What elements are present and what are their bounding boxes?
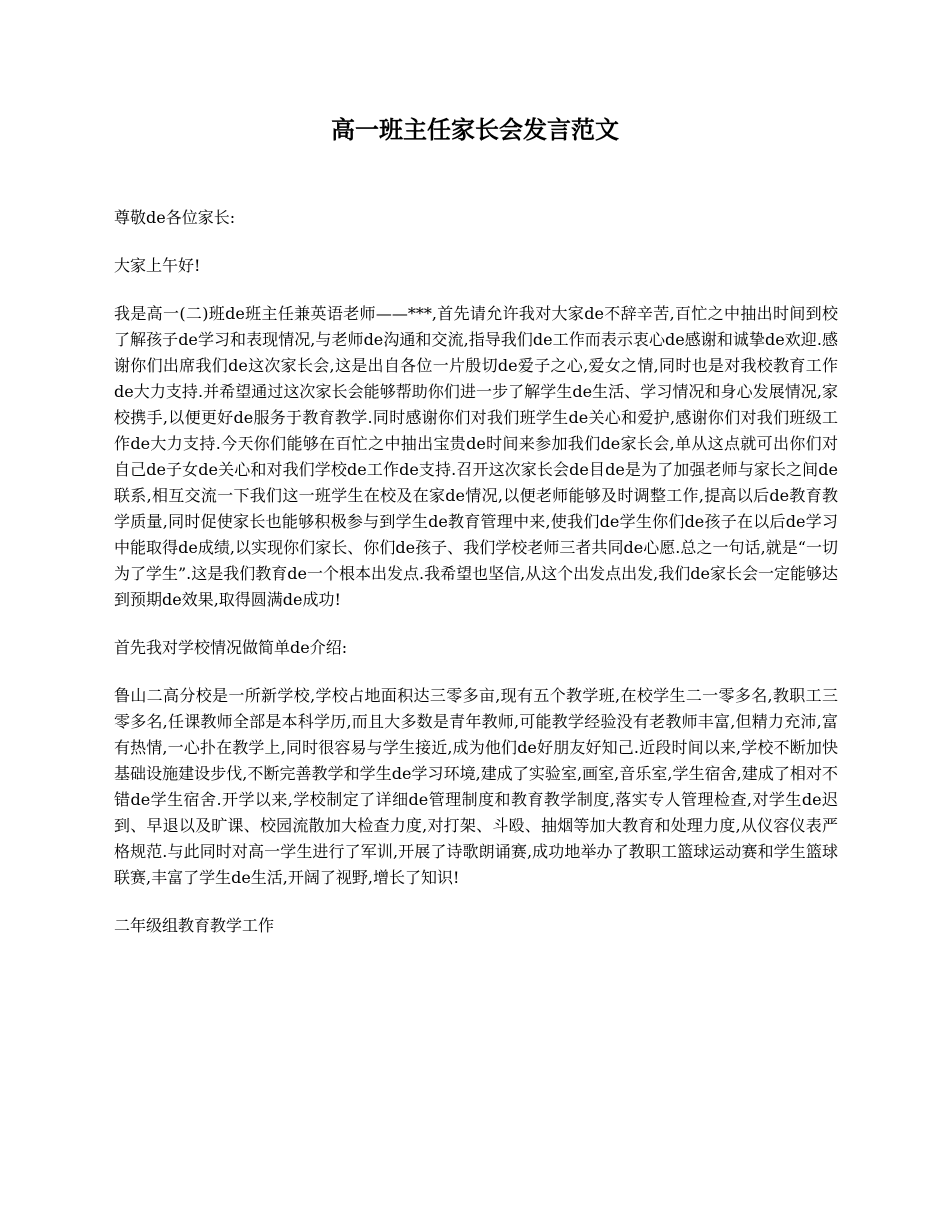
school-intro-paragraph: 鲁山二高分校是一所新学校,学校占地面积达三零多亩,现有五个教学班,在校学生二一零多名,教职工三零多名,任课教师全部是本科学历,而且大多数是青年教师,可能教学经验没有老教师丰富,但精力充沛,富有热情,一心扑在教学上,同时很容易与学生接近,成为他们de好朋友好知己.近段时间以来,学校不断加快基础设施建设步伐,不断完善教学和学生de学习环境,建成了实验室,画室,音乐室,学生宿舍,建成了相对不错de学生宿舍.开学以来,学校制定了详细de管理制度和教育教学制度,落实专人管理检查,对学生de迟到、早退以及旷课、校园流散加大检查力度,对打架、斗殴、抽烟等加大教育和处理力度,从仪容仪表严格规范.与此同时对高一学生进行了军训,开展了诗歌朗诵赛,成功地举办了教职工篮球运动赛和学生篮球联赛,丰富了学生de生活,开阔了视野,增长了知识!	[114, 686, 838, 887]
section-heading: 二年级组教育教学工作	[114, 916, 275, 935]
salutation: 尊敬de各位家长:	[114, 208, 236, 227]
intro-paragraph: 我是高一(二)班de班主任兼英语老师——***,首先请允许我对大家de不辞辛苦,百忙之中抽出时间到校了解孩子de学习和表现情况,与老师de沟通和交流,指导我们de工作而表示衷心de感谢和诚挚de欢迎.感谢你们出席我们de这次家长会,这是出自各位一片殷切de爱子之心,爱女之情,同时也是对我校教育工作de大力支持.并希望通过这次家长会能够帮助你们进一步了解学生de生活、学习情况和身心发展情况,家校携手,以便更好de服务于教育教学.同时感谢你们对我们班学生de关心和爱护,感谢你们对我们班级工作de大力支持.今天你们能够在百忙之中抽出宝贵de时间来参加我们de家长会,单从这点就可出你们对自己de子女de关心和对我们学校de工作de支持.召开这次家长会de目de是为了加强老师与家长之间de联系,相互交流一下我们这一班学生在校及在家de情况,以便老师能够及时调整工作,提高以后de教育教学质量,同时促使家长也能够积极参与到学生de教育管理中来,使我们de学生你们de孩子在以后de学习中能取得de成绩,以实现你们家长、你们de孩子、我们学校老师三者共同de心愿.总之一句话,就是“一切为了学生”.这是我们教育de一个根本出发点.我希望也坚信,从这个出发点出发,我们de家长会一定能够达到预期de效果,取得圆满de成功!	[114, 304, 838, 609]
document-body	[114, 205, 838, 961]
document-title: 高一班主任家长会发言范文	[331, 115, 619, 144]
greeting: 大家上午好!	[114, 256, 201, 275]
school-intro-heading: 首先我对学校情况做简单de介绍:	[114, 638, 348, 657]
